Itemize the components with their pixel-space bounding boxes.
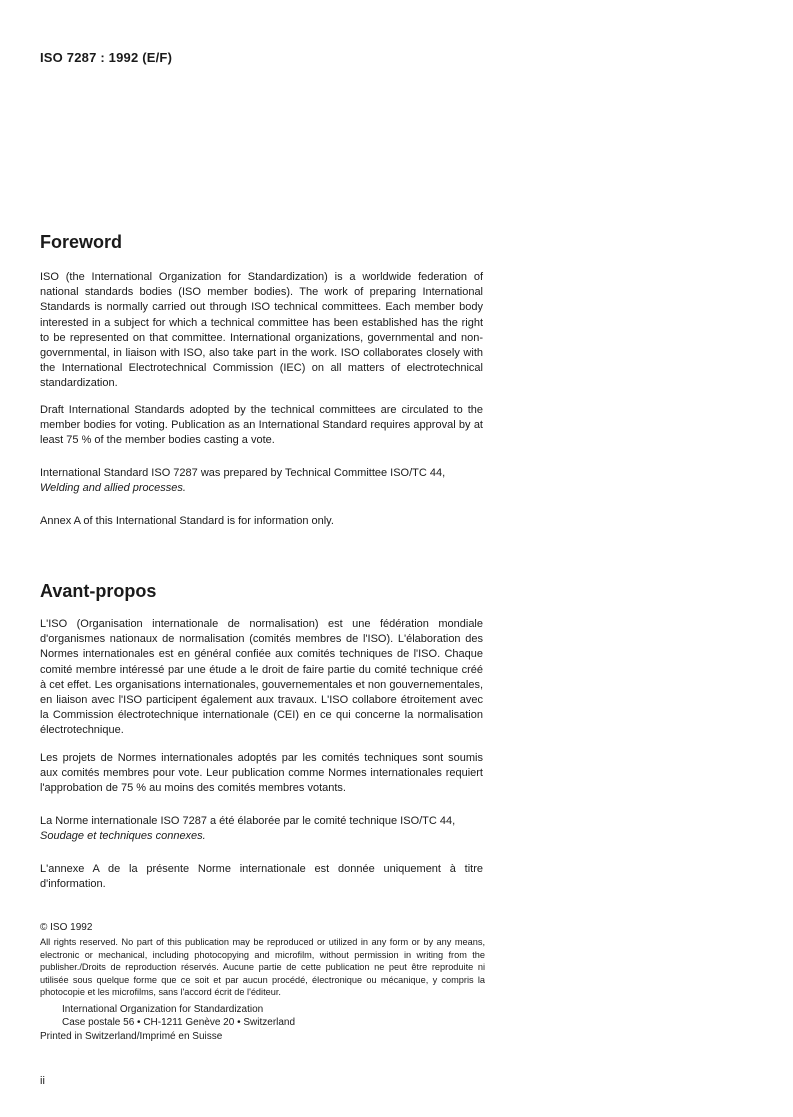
foreword-paragraph-4: Annex A of this International Standard is for information only. bbox=[40, 515, 334, 527]
avant-propos-paragraph-2: Les projets de Normes internationales adoptés par les comités techniques sont soumis aux comités membres pour vote. Leur publication comme Normes internationales requiert l'approbation de 75 % au moins des comités membres votants. bbox=[40, 752, 483, 795]
document-id: ISO 7287 : 1992 (E/F) bbox=[40, 50, 173, 65]
avant-propos-paragraph-3-italic: Soudage et techniques connexes. bbox=[40, 830, 206, 843]
page-number: ii bbox=[40, 1075, 45, 1087]
foreword-paragraph-1: ISO (the International Organization for Standardization) is a worldwide federation of national standards bodies (ISO member bodies). The work of preparing International Standards is normally carried out through ISO technical committees. Each member body interested in a subject for which a technical committee has been established has the right to be represented on that committee. International organizations, governmental and non-governmental, in liaison with ISO, also take part in the work. ISO collaborates closely with the International Electrotechnical Commission (IEC) on all matters of electrotechnical standardization. bbox=[40, 271, 483, 390]
foreword-paragraph-3-text: International Standard ISO 7287 was prepared by Technical Committee ISO/TC 44, bbox=[40, 467, 446, 479]
foreword-heading: Foreword bbox=[40, 232, 123, 252]
avant-propos-paragraph-3-text: La Norme internationale ISO 7287 a été élaborée par le comité technique ISO/TC 44, bbox=[40, 815, 456, 827]
copyright-line: © ISO 1992 bbox=[40, 922, 93, 933]
avant-propos-paragraph-1: L'ISO (Organisation internationale de normalisation) est une fédération mondiale d'organismes nationaux de normalisation (comités membres de l'ISO). L'élaboration des Normes internationales est en général confiée aux comités techniques de l'ISO. Chaque comité membre intéressé par une étude a le droit de faire partie du comité technique créé à cet effet. Les organisations internationales, gouvernementales et non gouvernementales, en liaison avec l'ISO participent également aux travaux. L'ISO collabore étroitement avec la Commission électrotechnique internationale (CEI) en ce qui concerne la normalisation électrotechnique. bbox=[40, 618, 483, 737]
avant-propos-heading: Avant-propos bbox=[40, 581, 157, 601]
avant-propos-paragraph-4: L'annexe A de la présente Norme internationale est donnée uniquement à titre d'information. bbox=[40, 863, 483, 891]
foreword-paragraph-3 bbox=[40, 466, 483, 496]
printed-in: Printed in Switzerland/Imprimé en Suisse bbox=[40, 1031, 223, 1042]
avant-propos-paragraph-3 bbox=[40, 814, 483, 844]
foreword-paragraph-3-italic: Welding and allied processes. bbox=[40, 482, 186, 495]
copyright-notice: All rights reserved. No part of this publication may be reproduced or utilized in any form or by any means, electronic or mechanical, including photocopying and microfilm, without permission in writing from the publisher./Droits de reproduction réservés. Aucune partie de cette publication ne peut être reproduite ni utilisée sous quelque forme que ce soit et par aucun procédé, électronique ou mécanique, y compris la photocopie et les microfilms, sans l'accord écrit de l'éditeur. bbox=[40, 937, 485, 997]
publisher-address: Case postale 56 • CH-1211 Genève 20 • Switzerland bbox=[62, 1017, 296, 1028]
publisher-organization: International Organization for Standardization bbox=[62, 1004, 264, 1015]
foreword-paragraph-2: Draft International Standards adopted by the technical committees are circulated to the member bodies for voting. Publication as an International Standard requires approval by at least 75 % of the member bodies casting a vote. bbox=[40, 404, 483, 447]
